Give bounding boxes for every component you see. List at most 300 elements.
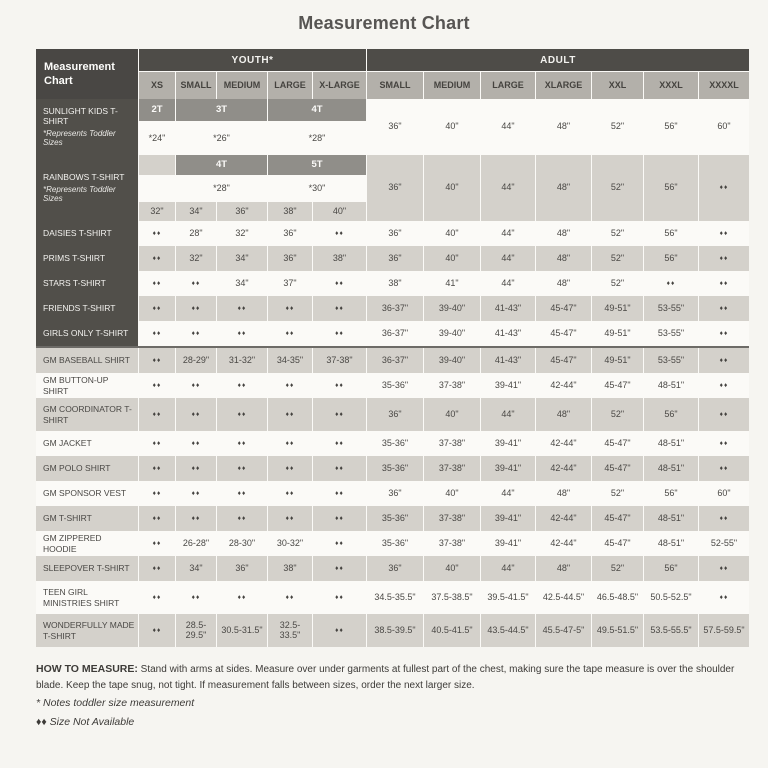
size-cell: ♦♦ [268,506,312,531]
table-row [36,246,749,271]
size-cell: 56" [644,556,698,581]
size-cell: 38.5-39.5" [367,614,423,647]
size-cell: 39-40" [424,321,480,346]
size-cell: 41-43" [481,321,535,346]
size-cell: 57.5-59.5" [699,614,749,647]
size-cell: ♦♦ [313,614,366,647]
size-cell: 36" [367,398,423,431]
size-cell: 40" [424,155,480,221]
size-cell: 28" [176,221,216,246]
row-label [36,271,138,296]
size-cell: ♦♦ [699,373,749,398]
row-label-text: GM COORDINATOR T-SHIRT [43,404,132,425]
size-cell: 40" [424,221,480,246]
size-cell: ♦♦ [313,456,366,481]
size-cell: 31-32" [217,348,267,373]
size-cell: ♦♦ [176,373,216,398]
size-header: LARGE [481,72,535,99]
table-row [36,614,749,647]
size-cell: ♦♦ [699,506,749,531]
size-cell: 36" [367,246,423,271]
table-row [36,456,749,481]
size-cell: ♦♦ [644,271,698,296]
size-cell: 45-47" [536,321,591,346]
size-cell: ♦♦ [313,373,366,398]
toddler-size-value: *28" [176,176,267,201]
footer [36,661,736,731]
size-cell: 36" [367,221,423,246]
size-cell: ♦♦ [699,431,749,456]
table-row [36,556,749,581]
size-cell: ♦♦ [313,556,366,581]
size-cell: 39-40" [424,348,480,373]
size-cell: ♦♦ [217,581,267,614]
row-label [36,398,138,431]
size-cell: 36-37" [367,321,423,346]
size-cell: 42-44" [536,373,591,398]
row-label [36,614,138,647]
size-cell: 34" [176,202,216,221]
size-header: MEDIUM [424,72,480,99]
size-cell: 26-28" [176,531,216,556]
size-cell: 35-36" [367,431,423,456]
size-header: XXXL [644,72,698,99]
size-cell: 45-47" [592,531,643,556]
size-header: XS [139,72,175,99]
size-cell: ♦♦ [699,348,749,373]
toddler-size-bar: 4T [268,99,366,121]
size-cell: 52" [592,99,643,155]
size-cell: ♦♦ [268,296,312,321]
size-cell: 41" [424,271,480,296]
size-cell: 37-38" [424,531,480,556]
size-cell: ♦♦ [139,481,175,506]
row-label [36,531,138,556]
size-cell: 39-41" [481,506,535,531]
size-cell: 48-51" [644,431,698,456]
size-cell: ♦♦ [313,321,366,346]
size-cell: 40" [424,246,480,271]
size-cell: ♦♦ [176,456,216,481]
size-cell: 36" [367,481,423,506]
size-cell: ♦♦ [139,373,175,398]
size-cell: ♦♦ [217,321,267,346]
size-cell: 36-37" [367,348,423,373]
size-cell: ♦♦ [268,456,312,481]
size-cell: 52" [592,155,643,221]
size-cell: 48" [536,99,591,155]
size-cell: 35-36" [367,373,423,398]
size-cell: ♦♦ [139,431,175,456]
size-cell: 39-41" [481,431,535,456]
size-cell: 45-47" [536,296,591,321]
size-cell: 48-51" [644,456,698,481]
size-cell: 41-43" [481,348,535,373]
row-label [36,456,138,481]
size-cell: ♦♦ [176,481,216,506]
size-cell: 42-44" [536,456,591,481]
size-cell: 40" [424,556,480,581]
size-cell: 35-36" [367,506,423,531]
size-cell: 44" [481,398,535,431]
size-cell: ♦♦ [268,481,312,506]
size-cell: 45-47" [592,506,643,531]
row-label-note: *Represents Toddler Sizes [43,184,116,204]
toddler-size-bar: 5T [268,155,366,175]
size-cell: 56" [644,99,698,155]
size-cell: 35-36" [367,531,423,556]
size-cell: ♦♦ [268,321,312,346]
size-cell: 52" [592,481,643,506]
size-cell: 38" [268,556,312,581]
page-title: Measurement Chart [298,13,470,33]
row-label-text: RAINBOWS T-SHIRT [43,172,125,183]
size-cell: 53-55" [644,321,698,346]
size-cell: ♦♦ [217,398,267,431]
size-cell: 42-44" [536,506,591,531]
size-cell: ♦♦ [313,398,366,431]
table-row [36,271,749,296]
size-cell: ♦♦ [176,581,216,614]
size-cell: ♦♦ [313,271,366,296]
size-cell: 53-55" [644,296,698,321]
size-cell: ♦♦ [217,431,267,456]
row-label-text: GM JACKET [43,438,92,449]
row-label-text: GM BUTTON-UP SHIRT [43,375,109,396]
size-cell: 44" [481,221,535,246]
size-cell: 45-47" [592,456,643,481]
size-cell: ♦♦ [139,348,175,373]
size-cell: ♦♦ [313,531,366,556]
size-cell: 40" [424,99,480,155]
toddler-size-bar: 2T [139,99,175,121]
size-cell: ♦♦ [217,456,267,481]
size-cell: 50.5-52.5" [644,581,698,614]
size-cell: ♦♦ [217,373,267,398]
size-cell: ♦♦ [176,398,216,431]
table-row [36,296,749,321]
size-cell: ♦♦ [217,506,267,531]
table-row [36,373,749,398]
size-cell: ♦♦ [699,221,749,246]
row-label-text: DAISIES T-SHIRT [43,228,112,239]
table-row [36,506,749,531]
toddler-size-value: *30" [268,176,366,201]
size-cell: 42.5-44.5" [536,581,591,614]
size-cell: 38" [313,246,366,271]
row-label [36,431,138,456]
row-label-text: FRIENDS T-SHIRT [43,303,116,314]
size-header: SMALL [176,72,216,99]
size-cell: ♦♦ [699,556,749,581]
row-label [36,155,138,221]
size-cell: 41-43" [481,296,535,321]
size-cell: 48" [536,398,591,431]
row-label [36,481,138,506]
size-cell: 37-38" [313,348,366,373]
size-cell: 44" [481,556,535,581]
size-cell: ♦♦ [139,506,175,531]
size-cell: 56" [644,398,698,431]
size-cell: 56" [644,221,698,246]
row-label-text: WONDERFULLY MADE T-SHIRT [43,620,135,641]
row-label [36,581,138,614]
row-label-text: SLEEPOVER T-SHIRT [43,563,130,574]
size-cell: ♦♦ [699,398,749,431]
size-cell: 52" [592,271,643,296]
size-cell: 40" [424,398,480,431]
row-label-text: TEEN GIRL MINISTRIES SHIRT [43,587,120,608]
table-row [36,431,749,456]
size-cell: ♦♦ [268,431,312,456]
row-label [36,506,138,531]
size-cell: 45-47" [592,373,643,398]
size-cell: ♦♦ [313,431,366,456]
size-cell: 56" [644,481,698,506]
how-to-measure-label: HOW TO MEASURE: [36,663,138,675]
size-cell: 37.5-38.5" [424,581,480,614]
size-cell: 46.5-48.5" [592,581,643,614]
size-cell: 32" [217,221,267,246]
row-label-text: GM POLO SHIRT [43,463,111,474]
row-label-note: *Represents Toddler Sizes [43,128,116,148]
size-cell: 48" [536,271,591,296]
size-cell: 44" [481,246,535,271]
corner-cell: Measurement Chart [36,49,138,99]
size-cell: 44" [481,155,535,221]
size-cell: 28.5-29.5" [176,614,216,647]
row-label [36,221,138,246]
size-cell: 37" [268,271,312,296]
size-cell: ♦♦ [176,296,216,321]
row-label-text: GM ZIPPERED HOODIE [43,533,102,554]
size-cell: ♦♦ [139,221,175,246]
toddler-size-value [139,176,175,201]
size-cell: 48-51" [644,506,698,531]
size-cell: 40.5-41.5" [424,614,480,647]
row-label-text: PRIMS T-SHIRT [43,253,106,264]
size-cell: 32" [176,246,216,271]
size-cell: 37-38" [424,431,480,456]
toddler-size-value: *24" [139,122,175,155]
size-cell: 52" [592,246,643,271]
size-header: MEDIUM [217,72,267,99]
row-label [36,373,138,398]
size-cell: 38" [268,202,312,221]
size-cell: 43.5-44.5" [481,614,535,647]
size-cell: ♦♦ [313,296,366,321]
size-cell: 48-51" [644,531,698,556]
size-cell: 36" [268,221,312,246]
size-cell: 48" [536,556,591,581]
size-cell: 56" [644,246,698,271]
size-cell: ♦♦ [313,506,366,531]
size-cell: ♦♦ [139,296,175,321]
size-cell: 34-35" [268,348,312,373]
size-cell: ♦♦ [699,321,749,346]
size-cell: 30.5-31.5" [217,614,267,647]
size-cell: 37-38" [424,456,480,481]
size-cell: ♦♦ [139,271,175,296]
size-cell: ♦♦ [176,431,216,456]
size-cell: 48" [536,221,591,246]
size-cell: 34" [217,271,267,296]
size-cell: 36" [367,556,423,581]
size-cell: ♦♦ [139,531,175,556]
size-cell: 53.5-55.5" [644,614,698,647]
size-cell: ♦♦ [139,456,175,481]
how-to-measure-body: Stand with arms at sides. Measure over under garments at fullest part of the chest, making sure the tape measure is over the shoulder blade. Keep the tape snug, not tight. If measurement falls between sizes, order the next larger size. [36,664,735,691]
size-cell: 39-40" [424,296,480,321]
size-cell: 49.5-51.5" [592,614,643,647]
size-cell: 36" [217,556,267,581]
size-cell: ♦♦ [139,556,175,581]
size-cell: ♦♦ [139,398,175,431]
table-row [36,531,749,556]
size-cell: 42-44" [536,431,591,456]
size-cell: 52" [592,556,643,581]
size-cell: ♦♦ [139,614,175,647]
toddler-size-bar: 4T [176,155,267,175]
size-cell: 56" [644,155,698,221]
size-cell: 30-32" [268,531,312,556]
size-cell: 40" [313,202,366,221]
row-label [36,296,138,321]
size-header: XLARGE [536,72,591,99]
table-row [36,221,749,246]
size-cell: 32" [139,202,175,221]
size-cell: ♦♦ [268,373,312,398]
size-header: XXXXL [699,72,749,99]
table-row [36,481,749,506]
size-cell: ♦♦ [313,481,366,506]
row-label [36,321,138,346]
size-cell: 60" [699,481,749,506]
size-cell: 39-41" [481,456,535,481]
size-cell: 52" [592,221,643,246]
toddler-note: * Notes toddler size measurement [36,697,195,709]
size-cell: 45.5-47-5" [536,614,591,647]
table-row [36,321,749,346]
table-row [36,99,749,155]
row-label [36,556,138,581]
size-cell: 48" [536,155,591,221]
size-cell: ♦♦ [139,321,175,346]
size-cell: 52-55" [699,531,749,556]
table-row [36,581,749,614]
row-label-text: GIRLS ONLY T-SHIRT [43,328,129,339]
empty-cell [139,155,175,175]
size-cell: 49-51" [592,348,643,373]
size-cell: ♦♦ [699,456,749,481]
size-header: SMALL [367,72,423,99]
size-cell: 37-38" [424,506,480,531]
size-cell: 39-41" [481,373,535,398]
size-cell: 36" [268,246,312,271]
size-cell: ♦♦ [176,271,216,296]
size-cell: ♦♦ [699,155,749,221]
size-cell: 36" [367,99,423,155]
size-cell: 35-36" [367,456,423,481]
size-header: LARGE [268,72,312,99]
size-cell: ♦♦ [313,581,366,614]
column-group-youth: YOUTH* [139,49,366,71]
size-cell: ♦♦ [268,398,312,431]
table-row [36,155,749,221]
size-header: X-LARGE [313,72,366,99]
size-cell: 36" [217,202,267,221]
column-group-adult: ADULT [367,49,749,71]
table-row [36,348,749,373]
size-cell: ♦♦ [699,296,749,321]
size-header: XXL [592,72,643,99]
toddler-size-bar: 3T [176,99,267,121]
size-cell: 48-51" [644,373,698,398]
how-to-measure [36,661,736,693]
size-cell: ♦♦ [176,321,216,346]
size-cell: 32.5-33.5" [268,614,312,647]
size-cell: 28-29" [176,348,216,373]
size-cell: 34" [176,556,216,581]
size-cell: ♦♦ [699,581,749,614]
size-cell: ♦♦ [268,581,312,614]
size-cell: ♦♦ [699,246,749,271]
size-cell: ♦♦ [217,481,267,506]
size-not-available-note: ♦♦ Size Not Available [36,715,135,728]
size-cell: 34.5-35.5" [367,581,423,614]
row-label-text: GM BASEBALL SHIRT [43,355,130,366]
size-cell: 44" [481,99,535,155]
row-label-text: STARS T-SHIRT [43,278,106,289]
size-cell: 40" [424,481,480,506]
toddler-size-value: *26" [176,122,267,155]
size-cell: 45-47" [592,431,643,456]
row-label [36,348,138,373]
size-cell: 39.5-41.5" [481,581,535,614]
size-table [36,49,749,647]
size-cell: 49-51" [592,296,643,321]
size-cell: 52" [592,398,643,431]
size-cell: 49-51" [592,321,643,346]
size-cell: 28-30" [217,531,267,556]
row-label [36,99,138,155]
row-label [36,246,138,271]
size-cell: ♦♦ [313,221,366,246]
table-header [36,49,749,99]
size-cell: ♦♦ [139,246,175,271]
size-cell: 48" [536,246,591,271]
size-cell: 45-47" [536,348,591,373]
size-cell: 36-37" [367,296,423,321]
size-cell: 39-41" [481,531,535,556]
row-label-text: GM T-SHIRT [43,513,92,524]
size-cell: ♦♦ [176,506,216,531]
table-row [36,398,749,431]
size-cell: ♦♦ [699,271,749,296]
size-cell: 44" [481,271,535,296]
size-cell: 37-38" [424,373,480,398]
size-cell: 36" [367,155,423,221]
size-cell: 42-44" [536,531,591,556]
row-label-text: GM SPONSOR VEST [43,488,127,499]
size-cell: ♦♦ [217,296,267,321]
size-cell: 38" [367,271,423,296]
row-label-text: SUNLIGHT KIDS T-SHIRT [43,106,118,127]
size-cell: 53-55" [644,348,698,373]
size-cell: ♦♦ [139,581,175,614]
size-cell: 60" [699,99,749,155]
size-cell: 34" [217,246,267,271]
